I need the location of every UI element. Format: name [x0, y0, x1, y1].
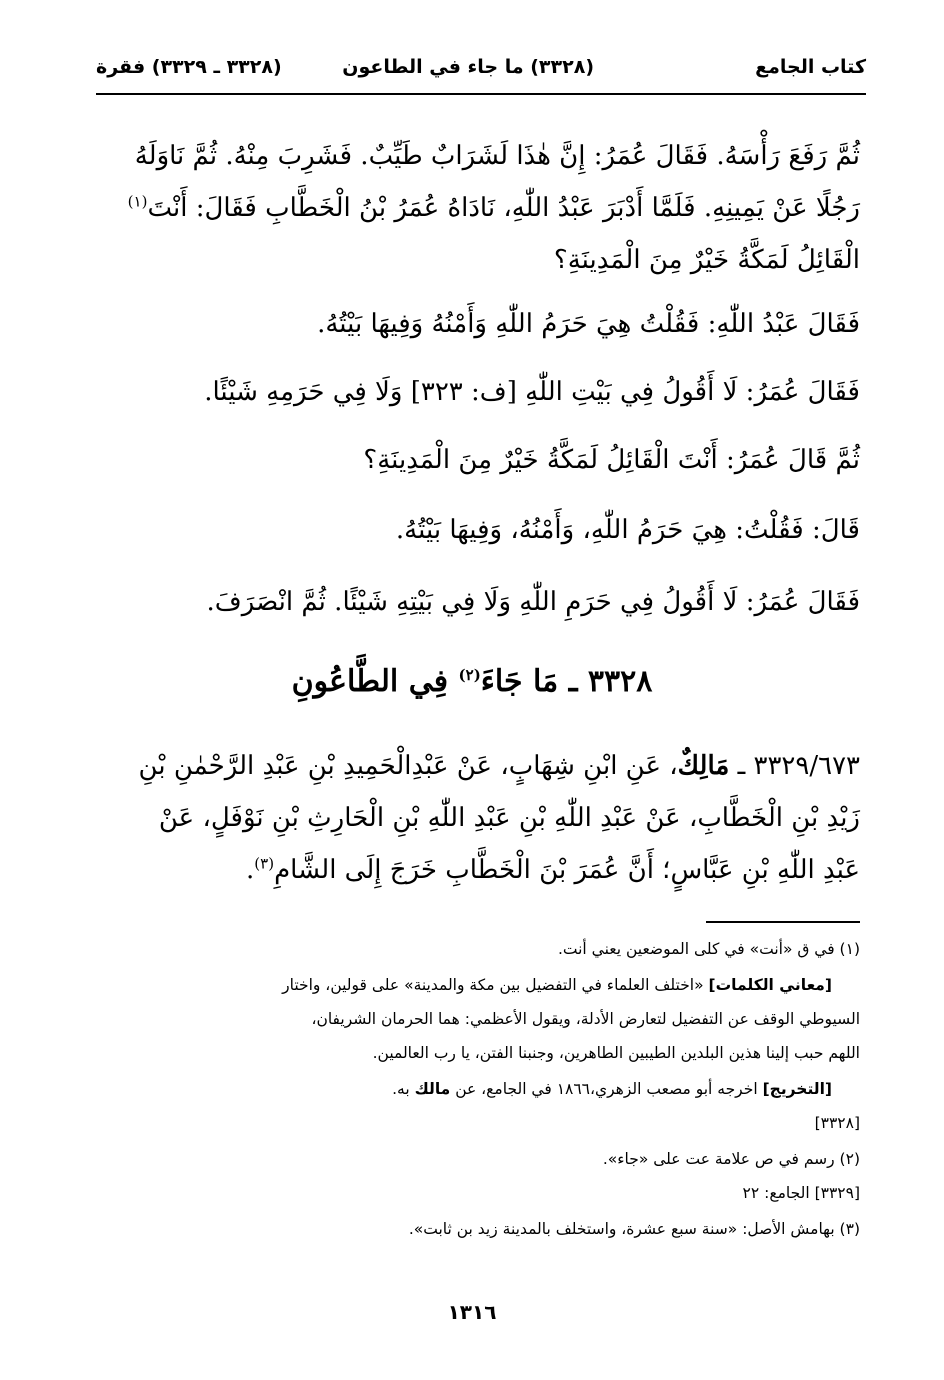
text-line: الْقَائِلُ لَمَكَّةُ خَيْرٌ مِنَ الْمَدِينَةِ؟ — [553, 245, 860, 275]
footnote-rule — [706, 921, 860, 923]
footnote-2: (٢) رسم في ص علامة عت على «جاء». — [602, 1150, 860, 1168]
header-chapter-title: (٣٣٢٨) ما جاء في الطاعون — [342, 56, 594, 78]
footnote-ref-3329: [٣٣٢٩] الجامع: ٢٢ — [742, 1184, 860, 1202]
section-heading: ٣٣٢٨ ـ مَا جَاءَ$^{(٢)}$ فِي الطَّاعُونِ — [291, 664, 653, 699]
footnote-takhrij: [التخريج] اخرجه أبو مصعب الزهري،١٨٦٦ في الجامع، عن مالك به. — [392, 1080, 832, 1098]
text-line: فَقَالَ عُمَرُ: لَا أَقُولُ فِي بَيْتِ اللّٰهِ [ف: ٣٢٣] وَلَا فِي حَرَمِهِ شَيْئًا. — [204, 377, 860, 407]
footnote-meanings-line: اللهم حبب إلينا هذين البلدين الطيبين الطاهرين، وجنبنا الفتن، يا رب العالمين. — [372, 1044, 860, 1062]
text-line: رَجُلًا عَنْ يَمِينِهِ. فَلَمَّا أَدْبَرَ عَبْدُ اللّٰهِ، نَادَاهُ عُمَرُ بْنُ الْخَطَّابِ فَقَالَ: أَنْتَ$^{(١)}$ — [127, 192, 860, 223]
text-line: ثُمَّ قَالَ عُمَرُ: أَنْتَ الْقَائِلُ لَمَكَّةُ خَيْرٌ مِنَ الْمَدِينَةِ؟ — [363, 445, 860, 475]
text-line: فَقَالَ عَبْدُ اللّٰهِ: فَقُلْتُ هِيَ حَرَمُ اللّٰهِ وَأَمْنُهُ وَفِيهَا بَيْتُهُ. — [317, 309, 860, 339]
footnote-ref-3328: [٣٣٢٨] — [814, 1114, 860, 1132]
footnote-marker: (١) — [127, 192, 148, 211]
text-line: فَقَالَ عُمَرُ: لَا أَقُولُ فِي حَرَمِ اللّٰهِ وَلَا فِي بَيْتِهِ شَيْئًا. ثُمَّ انْصَرَفَ. — [206, 587, 860, 617]
running-header — [96, 56, 866, 90]
footnote-marker: (٢) — [458, 666, 481, 684]
text-line: ٣٣٢٩/٦٧٣ ـ مَالِكٌ، عَنِ ابْنِ شِهَابٍ، عَنْ عَبْدِالْحَمِيدِ بْنِ عَبْدِ الرَّحْمٰنِ بْنِ — [138, 751, 860, 781]
text-line: قَالَ: فَقُلْتُ: هِيَ حَرَمُ اللّٰهِ، وَأَمْنُهُ، وَفِيهَا بَيْتُهُ. — [395, 515, 860, 545]
page-number: ١٣١٦ — [447, 1300, 497, 1324]
footnote-1: (١) في ق «أنت» في كلى الموضعين يعني أنت. — [557, 940, 860, 958]
header-book-title: كتاب الجامع — [755, 56, 866, 78]
narrator-name: مَالِكٌ — [677, 751, 730, 781]
header-rule — [96, 93, 866, 95]
text-line: ثُمَّ رَفَعَ رَأْسَهُ. فَقَالَ عُمَرُ: إِنَّ هٰذَا لَشَرَابٌ طَيِّبٌ. فَشَرِبَ مِنْهُ. ثُمَّ نَاوَلَهُ — [134, 141, 860, 171]
footnote-3: (٣) بهامش الأصل: «سنة سبع عشرة، واستخلف بالمدينة زيد بن ثابت». — [408, 1220, 860, 1238]
text-line: عَبْدِ اللّٰهِ بْنِ عَبَّاسٍ؛ أَنَّ عُمَرَ بْنَ الْخَطَّابِ خَرَجَ إِلَى الشَّامِ$^{(٣)}$. — [246, 854, 860, 885]
footnote-meanings: [معاني الكلمات] «اختلف العلماء في التفضيل بين مكة والمدينة» على قولين، واختار — [282, 976, 832, 994]
footnote-marker: (٣) — [254, 854, 275, 873]
footnote-meanings-line: السيوطي الوقف عن التفضيل لتعارض الأدلة، ويقول الأعظمي: هما الحرمان الشريفان، — [311, 1010, 860, 1028]
text-line: زَيْدِ بْنِ الْخَطَّابِ، عَنْ عَبْدِ اللّٰهِ بْنِ عَبْدِ اللّٰهِ بْنِ الْحَارِثِ بْنِ نَوْفَلٍ، عَنْ — [158, 803, 860, 833]
header-paragraph-range: (٣٣٢٨ ـ ٣٣٢٩) فقرة — [96, 56, 282, 78]
